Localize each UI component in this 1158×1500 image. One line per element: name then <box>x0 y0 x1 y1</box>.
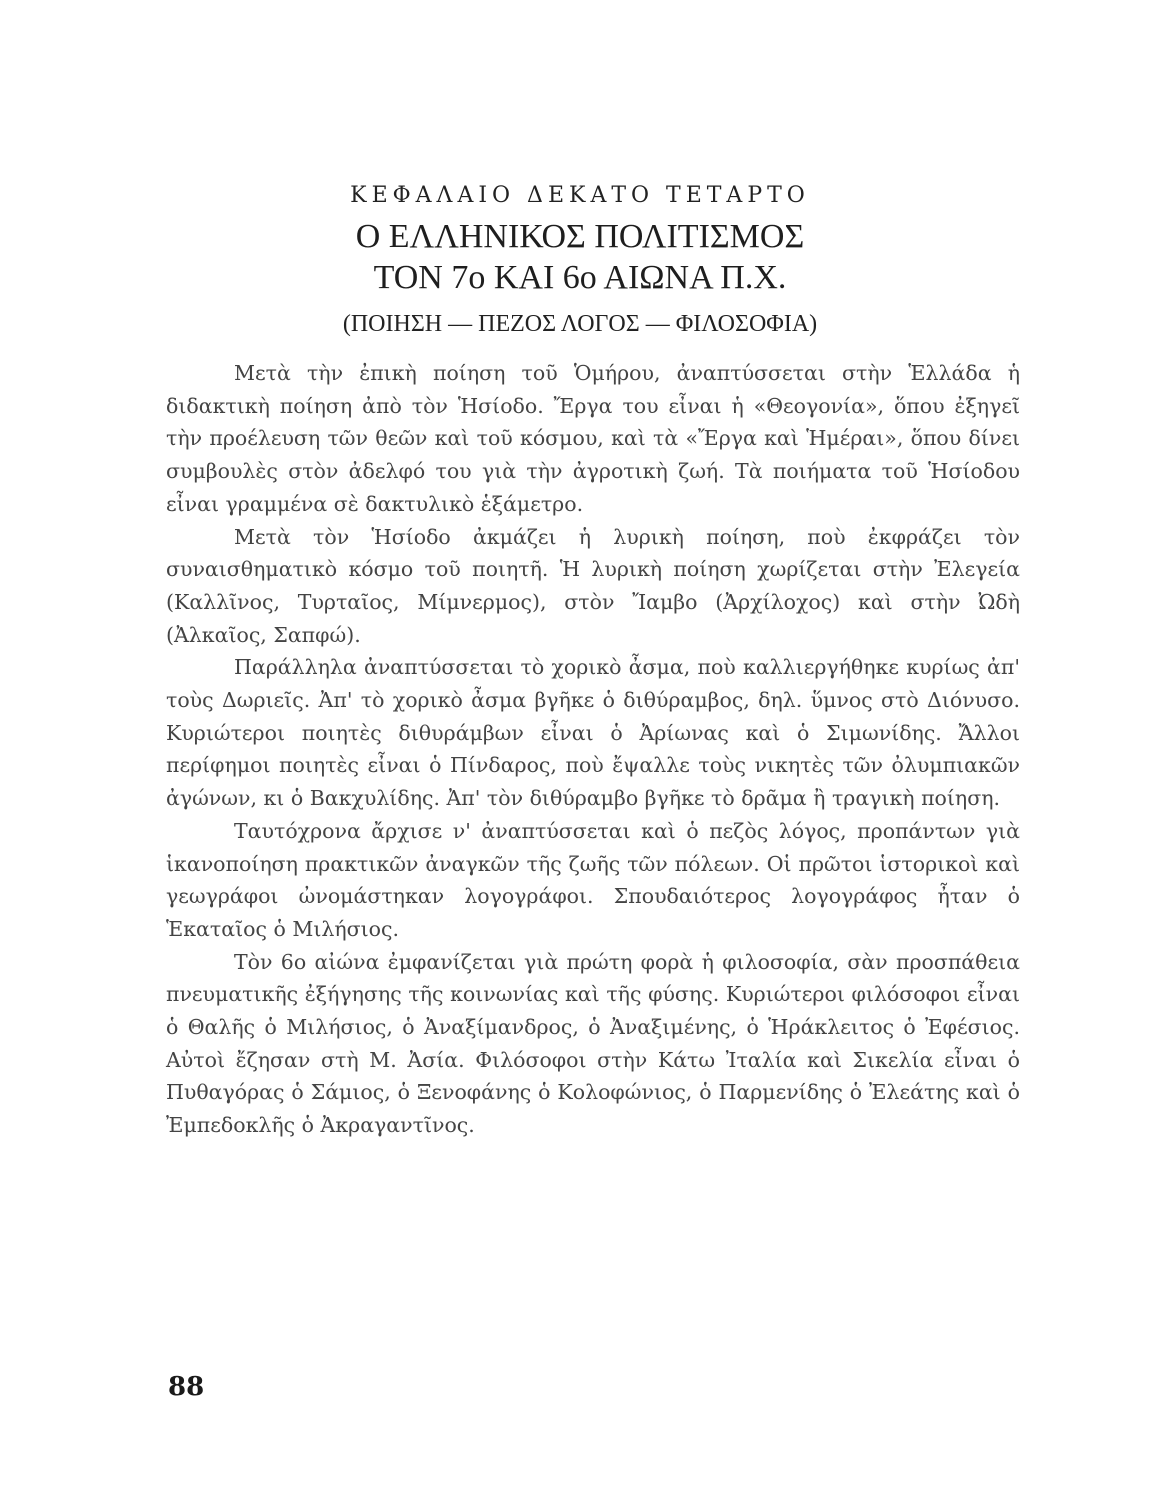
paragraph: Ταυτόχρονα ἄρχισε ν' ἀναπτύσσεται καὶ ὁ πεζὸς λόγος, προπάντων γιὰ ἱκανοποίηση πρακτικῶν ἀναγκῶν τῆς ζωῆς τῶν πόλεων. Οἱ πρῶτοι ἱστορικοὶ καὶ γεωγράφοι ὠνομάστηκαν λογογράφοι. Σπουδαιότερος λογογράφος ἦταν ὁ Ἑκαταῖος ὁ Μιλήσιος. <box>166 818 1020 941</box>
chapter-label: ΚΕΦΑΛΑΙΟ ΔΕΚΑΤΟ ΤΕΤΑΡΤΟ <box>350 183 810 208</box>
chapter-title-line2: ΤΟΝ 7ο ΚΑΙ 6ο ΑΙΩΝΑ Π.Χ. <box>373 259 787 296</box>
paragraph: Παράλληλα ἀναπτύσσεται τὸ χορικὸ ἆσμα, ποὺ καλλιεργήθηκε κυρίως ἀπ' τοὺς Δωριεῖς. Ἀπ' τὸ χορικὸ ἆσμα βγῆκε ὁ διθύραμβος, δηλ. ὕμνος στὸ Διόνυσο. Κυριώτεροι ποιητὲς διθυράμβων εἶναι ὁ Ἀρίωνας καὶ ὁ Σιμωνίδης. Ἄλλοι περίφημοι ποιητὲς εἶναι ὁ Πίνδαρος, ποὺ ἔψαλλε τοὺς νικητὲς τῶν ὀλυμπιακῶν ἀγώνων, κι ὁ Βακχυλίδης. Ἀπ' τὸν διθύραμβο βγῆκε τὸ δρᾶμα ἢ τραγικὴ ποίηση. <box>166 655 1020 811</box>
chapter-title-line1: Ο ΕΛΛΗΝΙΚΟΣ ΠΟΛΙΤΙΣΜΟΣ <box>355 218 805 255</box>
paragraph: Τὸν 6ο αἰώνα ἐμφανίζεται γιὰ πρώτη φορὰ ἡ φιλοσοφία, σὰν προσπάθεια πνευματικῆς ἐξήγησης τῆς κοινωνίας καὶ τῆς φύσης. Κυριώτεροι φιλόσοφοι εἶναι ὁ Θαλῆς ὁ Μιλήσιος, ὁ Ἀναξίμανδρος, ὁ Ἀναξιμένης, ὁ Ἡράκλειτος ὁ Ἐφέσιος. Αὐτοὶ ἔζησαν στὴ Μ. Ἀσία. Φιλόσοφοι στὴν Κάτω Ἰταλία καὶ Σικελία εἶναι ὁ Πυθαγόρας ὁ Σάμιος, ὁ Ξενοφάνης ὁ Κολοφώνιος, ὁ Παρμενίδης ὁ Ἐλεάτης καὶ ὁ Ἐμπεδοκλῆς ὁ Ἀκραγαντῖνος. <box>166 949 1020 1138</box>
chapter-subtitle: (ΠΟΙΗΣΗ — ΠΕΖΟΣ ΛΟΓΟΣ — ΦΙΛΟΣΟΦΙΑ) <box>342 311 818 337</box>
paragraph: Μετὰ τὴν ἐπικὴ ποίηση τοῦ Ὁμήρου, ἀναπτύσσεται στὴν Ἑλλάδα ἡ διδακτικὴ ποίηση ἀπὸ τὸν Ἡσίοδο. Ἔργα του εἶναι ἡ «Θεογονία», ὅπου ἐξηγεῖ τὴν προέλευση τῶν θεῶν καὶ τοῦ κόσμου, καὶ τὰ «Ἔργα καὶ Ἡμέραι», ὅπου δίνει συμβουλὲς στὸν ἀδελφό του γιὰ τὴν ἀγροτικὴ ζωή. Τὰ ποιήματα τοῦ Ἡσίοδου εἶναι γραμμένα σὲ δακτυλικὸ ἑξάμετρο. <box>166 361 1020 516</box>
body-text <box>166 357 1020 1142</box>
paragraph: Μετὰ τὸν Ἡσίοδο ἀκμάζει ἡ λυρικὴ ποίηση, ποὺ ἐκφράζει τὸν συναισθηματικὸ κόσμο τοῦ ποιητῆ. Ἡ λυρικὴ ποίηση χωρίζεται στὴν Ἐλεγεία (Καλλῖνος, Τυρταῖος, Μίμνερμος), στὸν Ἴαμβο (Ἀρχίλοχος) καὶ στὴν Ὠδὴ (Ἀλκαῖος, Σαπφώ). <box>166 524 1020 647</box>
chapter-header <box>150 176 1010 368</box>
page-number: 88 <box>168 1372 205 1402</box>
